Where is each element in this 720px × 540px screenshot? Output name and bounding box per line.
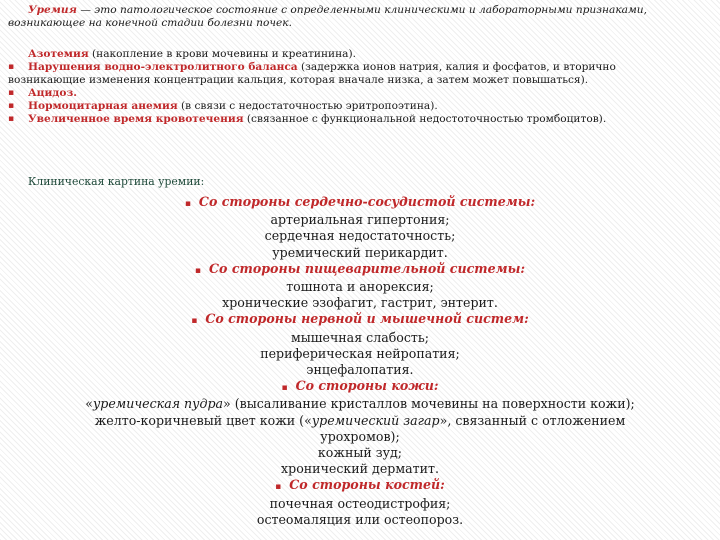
- section-title-digestive: ▪ Со стороны пищеварительной системы:: [194, 260, 526, 276]
- bullet-icon: ▪: [8, 114, 15, 124]
- symptom-item: уремический перикардит.: [272, 244, 448, 260]
- list-item-text: (накопление в крови мочевины и креатинина).: [88, 48, 356, 60]
- section-title-skin: ▪ Со стороны кожи:: [281, 378, 439, 394]
- symptom-item-continuation: урохромов);: [320, 428, 400, 444]
- intro-text-1: — это патологическое состояние с определенными клиническими и лабораторными признаками,: [76, 4, 647, 16]
- bullet-icon: ▪: [275, 482, 282, 493]
- list-item-text: (в связи с недостаточностью эритропоэтина).: [177, 100, 438, 112]
- symptom-item: кожный зуд;: [317, 445, 403, 461]
- list-item: [8, 87, 714, 100]
- section-title-nervous: ▪ Со стороны нервной и мышечной систем:: [191, 311, 529, 327]
- list-item-term: Увеличенное время кровотечения: [28, 113, 244, 125]
- list-item-term: Нарушения водно-электролитного баланса: [28, 61, 298, 73]
- bullet-icon: ▪: [8, 88, 15, 98]
- symptom-item: энцефалопатия.: [306, 362, 414, 378]
- symptom-item: остеомаляция или остеопороз.: [256, 511, 464, 527]
- list-item-text: (задержка ионов натрия, калия и фосфатов, и вторично: [297, 61, 616, 73]
- symptom-item: мышечная слабость;: [290, 329, 429, 345]
- symptom-item: хронический дерматит.: [281, 461, 439, 477]
- bullet-icon: ▪: [8, 62, 15, 72]
- intro-term: Уремия: [28, 4, 77, 16]
- bullet-icon: ▪: [281, 383, 288, 394]
- list-item-term: Ацидоз.: [28, 87, 77, 99]
- intro-paragraph: [8, 4, 714, 30]
- list-item: [8, 61, 714, 74]
- list-item-term: Азотемия: [28, 48, 89, 60]
- list-item-continuation: возникающие изменения концентрации кальция, которая вначале низка, а затем может повышаться).: [8, 74, 589, 86]
- intro-text-2: возникающее на конечной стадии болезни почек.: [8, 17, 292, 29]
- symptom-item: тошнота и анорексия;: [286, 279, 434, 295]
- symptom-item: сердечная недостаточность;: [264, 228, 456, 244]
- bullet-icon: ▪: [191, 316, 198, 327]
- symptom-item: хронические эзофагит, гастрит, энтерит.: [222, 295, 498, 311]
- list-item: [8, 113, 714, 126]
- symptom-item: артериальная гипертония;: [270, 212, 450, 228]
- clinical-picture: [0, 194, 720, 528]
- bullet-icon: ▪: [194, 265, 202, 276]
- uremia-signs-list: [8, 48, 714, 126]
- symptom-item: «уремическая пудра» (высаливание кристаллов мочевины на поверхности кожи);: [85, 396, 635, 412]
- list-item: [8, 48, 714, 61]
- bullet-icon: ▪: [184, 199, 191, 209]
- list-item-term: Нормоцитарная анемия: [28, 100, 178, 112]
- symptom-item: периферическая нейропатия;: [260, 345, 460, 361]
- symptom-item: почечная остеодистрофия;: [269, 495, 451, 511]
- section-title-bones: ▪ Со стороны костей:: [275, 477, 445, 493]
- symptom-item: желто-коричневый цвет кожи («уремический загар», связанный с отложением: [94, 412, 626, 428]
- bullet-icon: ▪: [8, 101, 15, 111]
- list-item: [8, 100, 714, 113]
- list-item-text: (связанное с функциональной недостоточностью тромбоцитов).: [243, 113, 607, 125]
- section-title-cardio: ▪ Со стороны сердечно-сосудистой системы:: [184, 194, 536, 209]
- section-heading: Клиническая картина уремии:: [28, 175, 205, 188]
